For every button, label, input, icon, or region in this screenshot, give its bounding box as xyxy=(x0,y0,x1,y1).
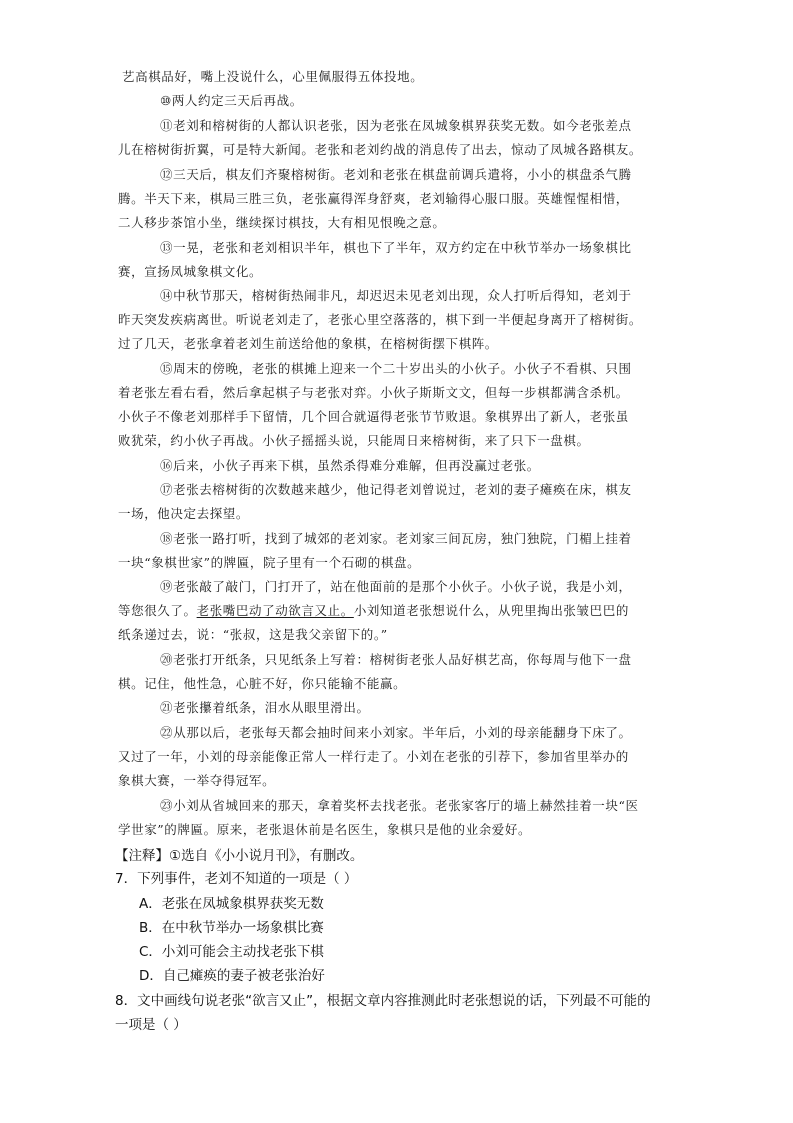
paragraph-number: ⑪ xyxy=(160,118,174,133)
paragraph-number: ⑳ xyxy=(160,652,174,667)
paragraph-line: 一晃，老张和老刘相识半年，棋也下了半年，双方约定在中秋节举办一场象棋比 xyxy=(173,240,632,255)
option-a[interactable]: A．老张在凤城象棋界获奖无数 xyxy=(139,896,324,912)
paragraph-line: 棋。记住，他性急，心脏不好，你只能输不能赢。 xyxy=(118,676,407,691)
paragraph-line: 周末的傍晚，老张的棋摊上迎来一个二十岁出头的小伙子。小伙子不看棋、只围 xyxy=(173,361,632,376)
paragraph-number: ⑰ xyxy=(160,482,174,497)
question-stem: 一项是（ ） xyxy=(115,1017,187,1033)
paragraph-line: 老张去榕树街的次数越来越少，他记得老刘曾说过，老刘的妻子瘫痪在床，棋友 xyxy=(173,482,632,497)
paragraph-line: 儿在榕树街折翼，可是特大新闻。老张和老刘约战的消息传了出去，惊动了凤城各路棋友。 xyxy=(118,142,643,157)
paragraph-line: 败犹荣，约小伙子再战。小伙子摇摇头说，只能周日来榕树街，来了只下一盘棋。 xyxy=(118,433,590,448)
paragraph-number: ⑮ xyxy=(160,361,174,376)
paragraph-number: ⑭ xyxy=(160,288,174,303)
paragraph-number: ⑲ xyxy=(160,579,174,594)
option-c[interactable]: C．小刘可能会主动找老张下棋 xyxy=(139,944,324,960)
paragraph-line: 着老张左看右看，然后拿起棋子与老张对弈。小伙子斯斯文文，但每一步棋都满含杀机。 xyxy=(118,385,629,400)
paragraph-line: 象棋大赛，一举夺得冠军。 xyxy=(118,773,276,788)
paragraph-line: 后来，小伙子再来下棋，虽然杀得难分难解，但再没赢过老张。 xyxy=(173,458,540,473)
paragraph-line: 老张打开纸条，只见纸条上写着：榕树街老张人品好棋艺高，你每周与他下一盘 xyxy=(173,652,632,667)
paragraph-line: 等您很久了。 xyxy=(118,603,197,618)
paragraph-line: 老张攥着纸条，泪水从眼里滑出。 xyxy=(173,700,370,715)
paragraph-number: ⑫ xyxy=(160,167,174,182)
note-text: 选自《小小说月刊》，有删改。 xyxy=(181,848,364,864)
paragraph-line: 学世家”的牌匾。原来，老张退休前是名医生，象棋只是他的业余爱好。 xyxy=(118,822,532,837)
paragraph-number: ㉓ xyxy=(160,798,174,813)
note-number: ① xyxy=(169,848,182,864)
question-stem: 8．文中画线句说老张“欲言又止”，根据文章内容推测此时老张想说的话，下列最不可能的 xyxy=(115,993,651,1009)
paragraph-line: 纸条递过去，说：“张叔，这是我父亲留下的。” xyxy=(118,627,388,642)
paragraph-line: 两人约定三天后再战。 xyxy=(171,93,303,108)
paragraph-line: 一场，他决定去探望。 xyxy=(118,506,250,521)
paragraph-line: 一块“象棋世家”的牌匾，院子里有一个石砌的棋盘。 xyxy=(118,555,421,570)
paragraph-line: 老张一路打听，找到了城郊的老刘家。老刘家三间瓦房，独门独院，门楣上挂着 xyxy=(173,531,632,546)
note-label: 【注释】 xyxy=(115,848,169,864)
paragraph-line: 小刘从省城回来的那天，拿着奖杯去找老张。老张家客厅的墙上赫然挂着一块“医 xyxy=(173,798,639,813)
paragraph-number: ⑱ xyxy=(160,531,174,546)
paragraph-line: 又过了一年，小刘的母亲能像正常人一样行走了。小刘在老张的引荐下，参加省里举办的 xyxy=(118,749,629,764)
paragraph-number: ㉑ xyxy=(160,700,174,715)
paragraph-number: ⑬ xyxy=(160,240,174,255)
option-b[interactable]: B．在中秋节举办一场象棋比赛 xyxy=(139,920,324,936)
source-note xyxy=(115,844,363,864)
option-d[interactable]: D．自己瘫痪的妻子被老张治好 xyxy=(139,968,325,984)
paragraph-line: 赛，宣扬凤城象棋文化。 xyxy=(118,264,263,279)
paragraph-line: 腾。半天下来，棋局三胜三负，老张赢得浑身舒爽，老刘输得心服口服。英雄惺惺相惜， xyxy=(118,191,629,206)
paragraph-number: ⑩ xyxy=(160,93,172,108)
paragraph-line: 小伙子不像老刘那样手下留情，几个回合就逼得老张节节败退。象棋界出了新人，老张虽 xyxy=(118,409,629,424)
question-stem: 7．下列事件，老刘不知道的一项是（ ） xyxy=(115,871,358,887)
paragraph-line: 过了几天，老张拿着老刘生前送给他的象棋，在榕树街摆下棋阵。 xyxy=(118,336,498,351)
paragraph-line: 从那以后，老张每天都会抽时间来小刘家。半年后，小刘的母亲能翻身下床了。 xyxy=(173,725,632,740)
paragraph-line: 昨天突发疾病离世。听说老刘走了，老张心里空落落的，棋下到一半便起身离开了榕树街。 xyxy=(118,312,643,327)
paragraph-line: 小刘知道老张想说什么，从兜里掏出张皱巴巴的 xyxy=(353,603,629,618)
paragraph-number: ㉒ xyxy=(160,725,174,740)
paragraph-line: 老张敲了敲门，门打开了，站在他面前的是那个小伙子。小伙子说，我是小刘， xyxy=(173,579,632,594)
underlined-sentence: 老张嘴巴动了动欲言又止。 xyxy=(196,603,354,618)
paragraph-line: 二人移步茶馆小坐，继续探讨棋技，大有相见恨晚之意。 xyxy=(118,215,446,230)
paragraph-line: 中秋节那天，榕树街热闹非凡，却迟迟未见老刘出现，众人打听后得知，老刘于 xyxy=(173,288,632,303)
paragraph-line: 三天后，棋友们齐聚榕树街。老刘和老张在棋盘前调兵遣将，小小的棋盘杀气腾 xyxy=(173,167,632,182)
paragraph-number: ⑯ xyxy=(160,458,174,473)
paragraph-line: 老刘和榕树街的人都认识老张，因为老张在凤城象棋界获奖无数。如今老张差点 xyxy=(173,118,632,133)
paragraph-9-tail: 艺高棋品好，嘴上没说什么，心里佩服得五体投地。 xyxy=(122,69,424,84)
